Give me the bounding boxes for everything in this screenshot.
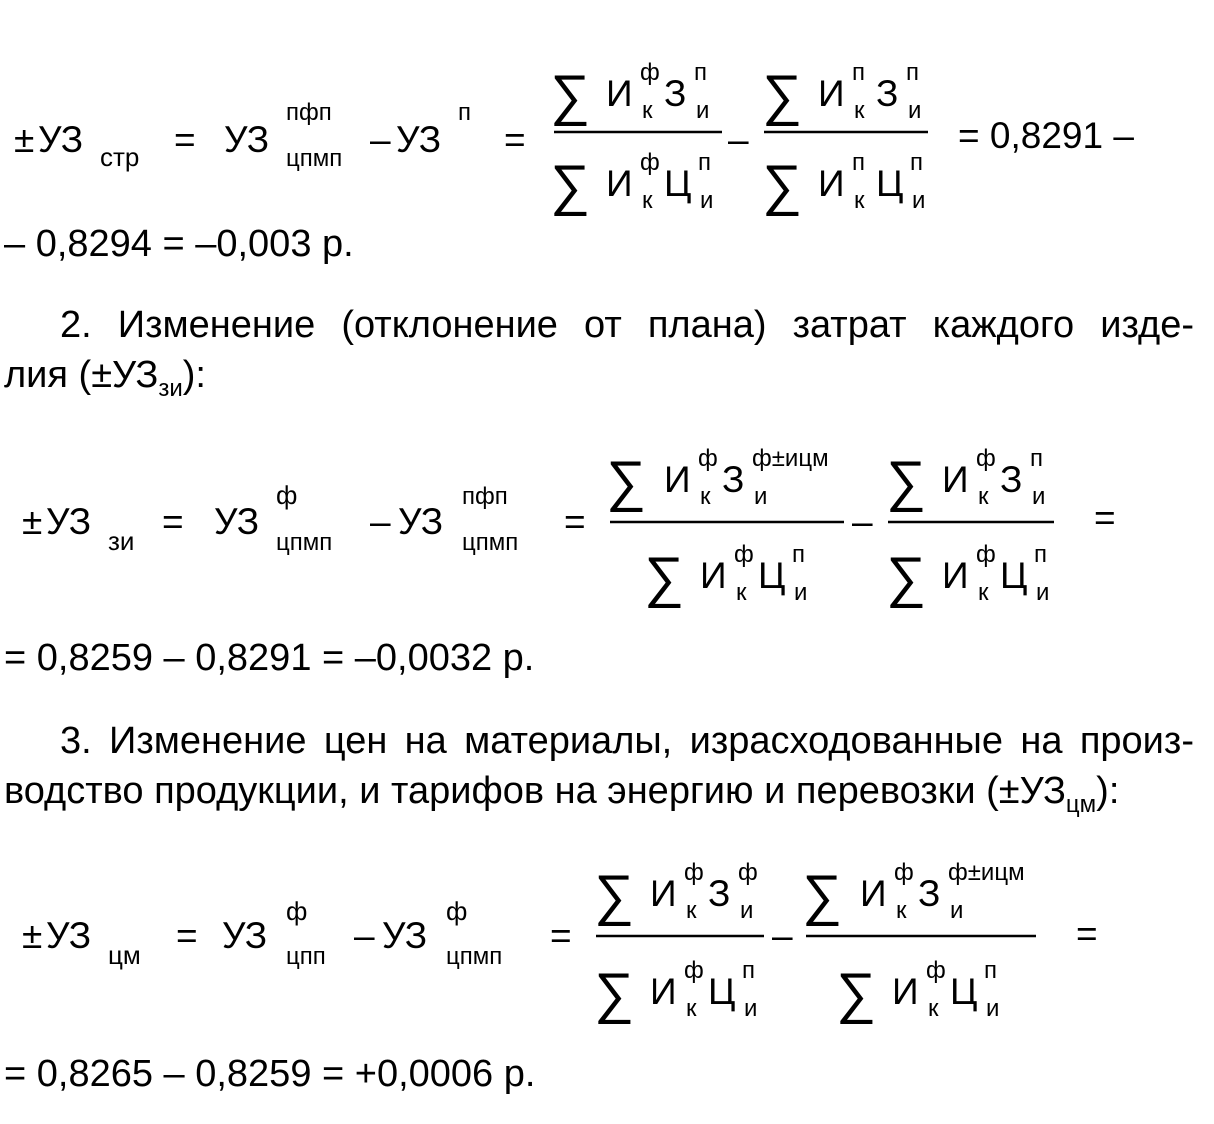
minus-sign: – (728, 119, 749, 160)
uz-symbol: УЗ (396, 119, 442, 160)
var-i: И (650, 873, 677, 914)
paragraph-line: 3. Изменение цен на материалы, израсходованные на произ- (60, 720, 1194, 762)
sub-i: и (1032, 483, 1046, 510)
sup-p: п (1030, 445, 1043, 472)
z-superscript: ф±ицм (948, 859, 1025, 886)
var-c: Ц (708, 971, 736, 1012)
minus-sign: – (370, 501, 391, 542)
sub-i: и (1036, 579, 1050, 606)
formula-material-prices-svg (0, 846, 1214, 1046)
var-c: Ц (950, 971, 978, 1012)
sub-k: к (978, 483, 989, 510)
lhs-subscript: зи (108, 526, 135, 556)
sub-i: и (700, 187, 714, 214)
var-z: З (708, 873, 731, 914)
paragraph-line (4, 350, 1194, 400)
sup-f: ф (894, 859, 914, 886)
paragraph (4, 716, 1194, 816)
sup-f: ф (976, 541, 996, 568)
pm-sign: ± (22, 501, 43, 542)
formula-product-cost (0, 430, 1214, 630)
uz-symbol: УЗ (46, 501, 92, 542)
sup-p: п (910, 149, 923, 176)
uz-symbol: УЗ (382, 915, 428, 956)
formula-structure-svg (0, 20, 1214, 220)
minus-sign: – (370, 119, 391, 160)
minus-sign: – (354, 915, 375, 956)
uz-symbol: УЗ (398, 501, 444, 542)
sum-sign: ∑ (836, 961, 876, 1024)
sub-i: и (744, 995, 758, 1022)
term-superscript: пфп (286, 99, 332, 126)
uz-symbol: УЗ (222, 915, 268, 956)
var-i: И (664, 459, 691, 500)
sum-sign: ∑ (644, 545, 684, 608)
term-superscript: ф (286, 896, 308, 926)
formula-result: = 0,8291 – (958, 115, 1134, 156)
formula-structure (0, 20, 1214, 220)
term-subscript: цпмп (276, 529, 333, 556)
var-i: И (942, 555, 969, 596)
formula-continuation: = 0,8265 – 0,8259 = +0,0006 р. (4, 1053, 536, 1095)
paragraph-text: ): (182, 354, 206, 396)
uz-symbol: УЗ (46, 915, 92, 956)
formula-material-prices (0, 846, 1214, 1046)
equals-sign: = (162, 501, 184, 542)
sum-sign: ∑ (762, 63, 802, 126)
sup-p: п (792, 541, 805, 568)
sup-p: п (906, 59, 919, 86)
sup-p: п (1034, 541, 1047, 568)
term-superscript: ф (446, 896, 468, 926)
sup-p: п (698, 149, 711, 176)
term-superscript: пфп (462, 483, 508, 510)
sub-i: и (986, 995, 1000, 1022)
sub-k: к (854, 97, 865, 124)
term-subscript: цпп (286, 943, 326, 970)
sub-i: и (950, 897, 964, 924)
var-c: Ц (1000, 555, 1028, 596)
sum-sign: ∑ (550, 63, 590, 126)
uz-symbol: УЗ (214, 501, 260, 542)
sub-i: и (696, 97, 710, 124)
var-c: Ц (758, 555, 786, 596)
paragraph-text: лия (±УЗ (4, 354, 159, 396)
var-i: И (860, 873, 887, 914)
sup-f: ф (976, 445, 996, 472)
minus-sign: – (852, 501, 873, 542)
term-subscript: цпмп (446, 943, 503, 970)
equals-sign: = (174, 119, 196, 160)
var-z: З (876, 73, 899, 114)
paragraph (4, 300, 1194, 400)
sub-k: к (686, 897, 697, 924)
sup-f: ф (734, 541, 754, 568)
var-i: И (818, 73, 845, 114)
uz-symbol: УЗ (38, 119, 84, 160)
sup-p: п (694, 59, 707, 86)
var-i: И (606, 163, 633, 204)
uz-symbol: УЗ (224, 119, 270, 160)
term-subscript: цпмп (462, 529, 519, 556)
pm-sign: ± (14, 119, 35, 160)
var-i: И (606, 73, 633, 114)
sub-i: и (754, 483, 768, 510)
sub-k: к (686, 995, 697, 1022)
formula-continuation: = 0,8259 – 0,8291 = –0,0032 р. (4, 637, 535, 679)
sub-i: и (908, 97, 922, 124)
paragraph-subscript: цм (1065, 791, 1097, 818)
paragraph-line: 2. Изменение (отклонение от плана) затрат каждого изде- (60, 304, 1194, 346)
var-i: И (700, 555, 727, 596)
sup-p: п (742, 957, 755, 984)
var-z: З (664, 73, 687, 114)
sub-i: и (912, 187, 926, 214)
sum-sign: ∑ (886, 449, 926, 512)
sup-p: п (852, 59, 865, 86)
equals-sign: = (564, 501, 586, 542)
sup-f: ф (698, 445, 718, 472)
paragraph-line (4, 766, 1194, 816)
sup-f: ф (738, 859, 758, 886)
equals-sign: = (504, 119, 526, 160)
sub-i: и (794, 579, 808, 606)
var-c: Ц (876, 163, 904, 204)
equals-sign: = (550, 915, 572, 956)
sup-p: п (984, 957, 997, 984)
sum-sign: ∑ (594, 863, 634, 926)
formula-product-cost-svg (0, 430, 1214, 630)
formula-result: = (1076, 913, 1098, 954)
sub-k: к (978, 579, 989, 606)
term-subscript: цпмп (286, 145, 343, 172)
var-i: И (650, 971, 677, 1012)
formula-result: = (1094, 497, 1116, 538)
var-i: И (892, 971, 919, 1012)
sub-k: к (700, 483, 711, 510)
sum-sign: ∑ (886, 545, 926, 608)
lhs-subscript: стр (100, 142, 140, 172)
paragraph-text: водство продукции, и тарифов на энергию и перевозки (±УЗ (4, 770, 1066, 812)
sup-f: ф (684, 957, 704, 984)
var-c: Ц (664, 163, 692, 204)
sum-sign: ∑ (802, 863, 842, 926)
sub-i: и (740, 897, 754, 924)
paragraph-subscript: зи (158, 375, 183, 402)
sub-k: к (642, 187, 653, 214)
var-i: И (942, 459, 969, 500)
var-z: З (1000, 459, 1023, 500)
sum-sign: ∑ (594, 961, 634, 1024)
lhs-subscript: цм (108, 940, 141, 970)
sup-f: ф (640, 149, 660, 176)
minus-sign: – (772, 915, 793, 956)
sup-f: ф (926, 957, 946, 984)
sub-k: к (736, 579, 747, 606)
formula-continuation: – 0,8294 = –0,003 р. (4, 223, 354, 265)
pm-sign: ± (22, 915, 43, 956)
sum-sign: ∑ (606, 449, 646, 512)
sum-sign: ∑ (762, 153, 802, 216)
sup-p: п (852, 149, 865, 176)
var-i: И (818, 163, 845, 204)
sup-f: ф (684, 859, 704, 886)
equals-sign: = (176, 915, 198, 956)
sub-k: к (896, 897, 907, 924)
term-superscript: ф (276, 480, 298, 510)
sub-k: к (928, 995, 939, 1022)
sup-f: ф (640, 59, 660, 86)
paragraph-text: ): (1096, 770, 1120, 812)
sub-k: к (642, 97, 653, 124)
sub-k: к (854, 187, 865, 214)
term-superscript: п (458, 99, 471, 126)
sum-sign: ∑ (550, 153, 590, 216)
var-z: З (918, 873, 941, 914)
var-z: З (722, 459, 745, 500)
z-superscript: ф±ицм (752, 445, 829, 472)
